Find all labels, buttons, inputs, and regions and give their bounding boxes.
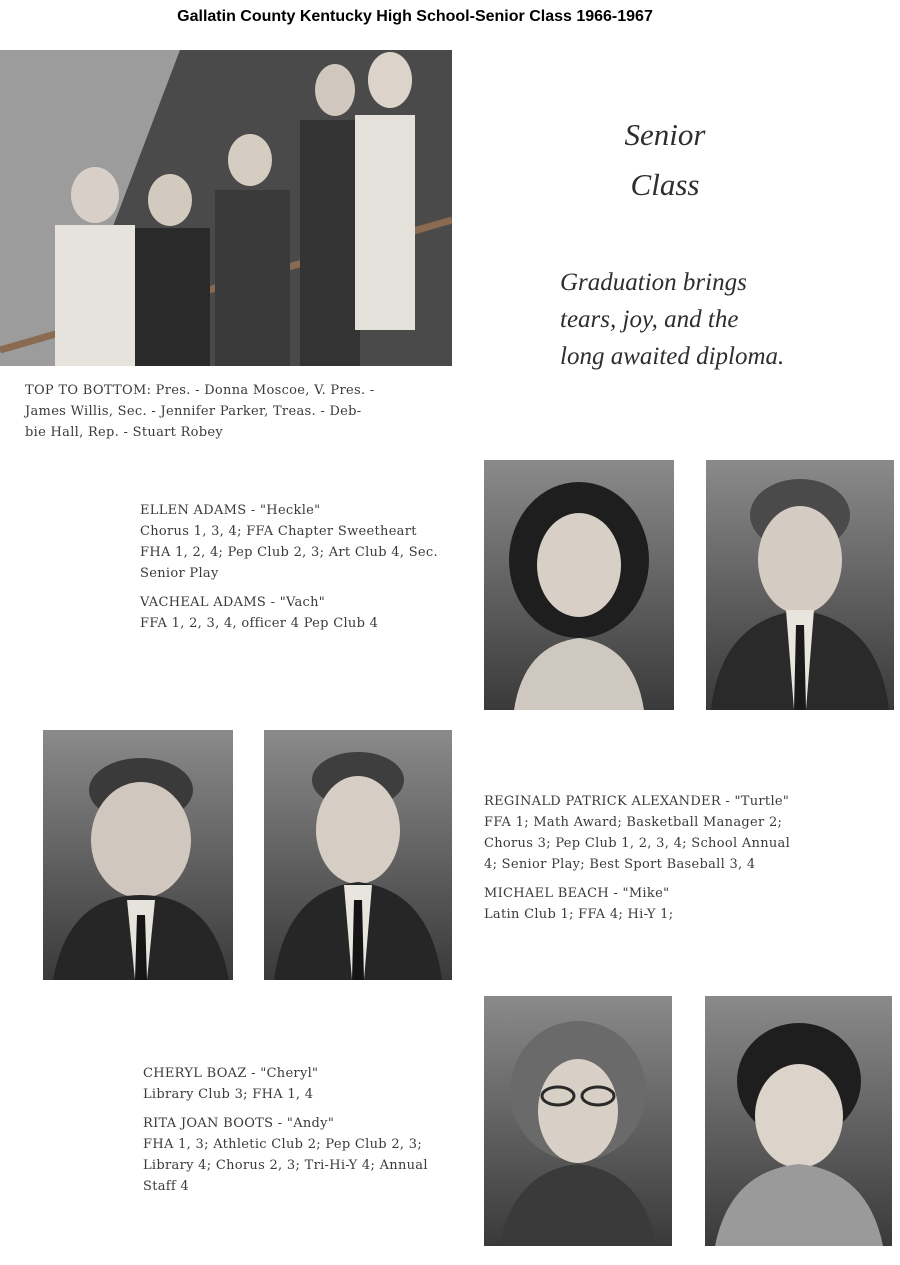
senior-detail: Library Club 3; FHA 1, 4 xyxy=(143,1087,314,1102)
senior-name: CHERYL BOAZ - "Cheryl" xyxy=(143,1066,319,1081)
portrait-cheryl-boaz xyxy=(484,996,672,1246)
section-heading-line-1: Senior xyxy=(624,117,706,152)
senior-bio-block-3 xyxy=(143,1063,428,1205)
senior-detail: Staff 4 xyxy=(143,1179,190,1194)
portrait-vacheal-adams xyxy=(706,460,894,710)
page-header: Gallatin County Kentucky High School-Senior Class 1966-1967 xyxy=(177,8,653,25)
senior-detail: Chorus 3; Pep Club 1, 2, 3, 4; School Annual xyxy=(484,836,791,851)
portrait-rita-joan-boots xyxy=(705,996,892,1246)
senior-detail: Senior Play xyxy=(140,566,219,581)
portrait-reginald-alexander xyxy=(43,730,233,980)
senior-name: REGINALD PATRICK ALEXANDER - "Turtle" xyxy=(484,794,790,809)
senior-entry-reginald-alexander xyxy=(484,791,790,875)
class-officers-group-photo xyxy=(0,50,452,366)
senior-bio-block-2 xyxy=(484,791,790,933)
portrait-ellen-adams xyxy=(484,460,674,710)
senior-entry-cheryl-boaz xyxy=(143,1063,428,1105)
senior-entry-michael-beach xyxy=(484,883,790,925)
section-heading xyxy=(600,110,730,210)
senior-detail: FFA 1, 2, 3, 4, officer 4 Pep Club 4 xyxy=(140,616,379,631)
senior-detail: FHA 1, 3; Athletic Club 2; Pep Club 2, 3; xyxy=(143,1137,423,1152)
senior-detail: Latin Club 1; FFA 4; Hi-Y 1; xyxy=(484,907,674,922)
senior-detail: Chorus 1, 3, 4; FFA Chapter Sweetheart xyxy=(140,524,417,539)
tagline-line-2: tears, joy, and the xyxy=(560,306,739,333)
tagline-line-1: Graduation brings xyxy=(560,269,747,296)
caption-line: bie Hall, Rep. - Stuart Robey xyxy=(25,425,224,440)
senior-entry-rita-joan-boots xyxy=(143,1113,428,1197)
group-photo-caption xyxy=(25,380,375,443)
senior-name: RITA JOAN BOOTS - "Andy" xyxy=(143,1116,335,1131)
senior-detail: 4; Senior Play; Best Sport Baseball 3, 4 xyxy=(484,857,756,872)
senior-entry-ellen-adams xyxy=(140,500,438,584)
senior-detail: FHA 1, 2, 4; Pep Club 2, 3; Art Club 4, Sec. xyxy=(140,545,438,560)
portrait-michael-beach xyxy=(264,730,452,980)
senior-name: VACHEAL ADAMS - "Vach" xyxy=(140,595,326,610)
senior-bio-block-1 xyxy=(140,500,438,642)
senior-detail: Library 4; Chorus 2, 3; Tri-Hi-Y 4; Annual xyxy=(143,1158,428,1173)
tagline xyxy=(560,264,784,375)
senior-detail: FFA 1; Math Award; Basketball Manager 2; xyxy=(484,815,783,830)
senior-name: ELLEN ADAMS - "Heckle" xyxy=(140,503,321,518)
tagline-line-3: long awaited diploma. xyxy=(560,343,785,370)
senior-name: MICHAEL BEACH - "Mike" xyxy=(484,886,670,901)
senior-entry-vacheal-adams xyxy=(140,592,438,634)
caption-line: James Willis, Sec. - Jennifer Parker, Treas. - Deb- xyxy=(25,404,362,419)
caption-line: TOP TO BOTTOM: Pres. - Donna Moscoe, V. Pres. - xyxy=(25,383,375,398)
section-heading-line-2: Class xyxy=(630,167,700,202)
